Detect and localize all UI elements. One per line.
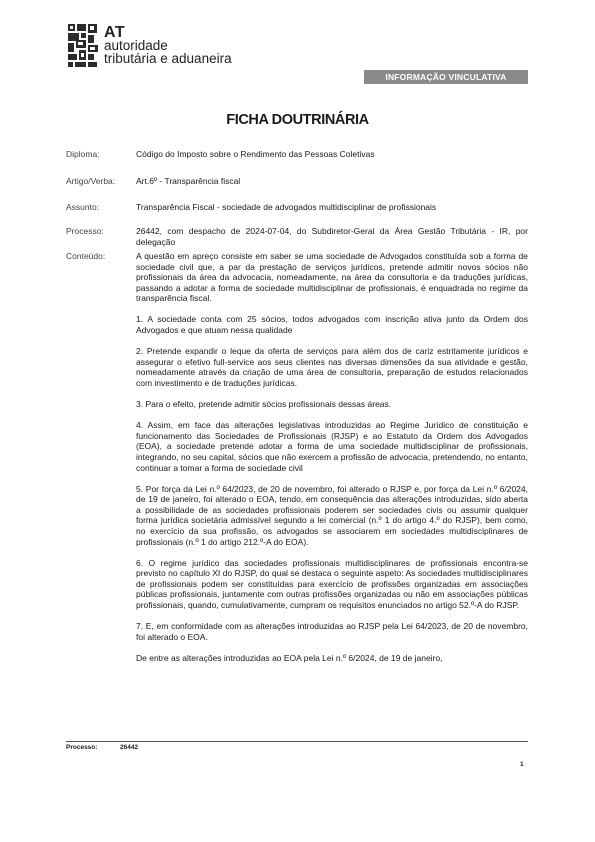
at-logo [66,22,266,72]
processo-value: 26442, com despacho de 2024-07-04, do Subdiretor-Geral da Área Gestão Tributária - IR, por delegação [136,226,528,247]
content-paragraph: 5. Por força da Lei n.º 64/2023, de 20 de novembro, foi alterado o RJSP e, por força da Lei n.º 6/2024, de 19 de janeiro, foi alterado o EOA, tendo, em consequência das alterações introduzidas, sido aberta a possibilidade de as sociedades profissionais poderem ser sociedades civis ou assumir qualquer forma jurídica societária admissível segundo a lei comercial (n.º 1 do artigo 4.º do RJSP), bem como, no exercício da sua profissão, os advogados se associarem em sociedades multidisciplinares de profissionais (n.º 1 do artigo 212.º-A do EOA). [136,483,528,547]
content-paragraph: 6. O regime jurídico das sociedades profissionais multidisciplinares de profissionais encontra-se previsto no capítulo XI do RJSP, do qual se destaca o seguinte aspeto: As sociedades multidisciplinares de profissionais podem ser constituídas para exercício de profissões organizadas em associações públicas profissionais, juntamente com outras profissões organizadas ou não em associações públicas profissionais, quando, cumulativamente, cumpram os requisitos enunciados no artigo 52.º-A do RJSP. [136,557,528,611]
content-paragraph: De entre as alterações introduzidas ao EOA pela Lei n.º 6/2024, de 19 de janeiro, [136,652,443,663]
content-paragraph: 1. A sociedade conta com 25 sócios, todos advogados com inscrição ativa junto da Ordem dos Advogados e que atuam nessa qualidade [136,314,528,336]
logo-abbrev: AT [104,24,126,41]
content-paragraph: A questão em apreço consiste em saber se uma sociedade de Advogados constituída sob a forma de sociedade civil que, a par da prestação de serviços jurídicos, pretende admitir novos sócios não profissionais da área da advocacia, nomeadamente, na área da consultoria e da traduções jurídicas, passando a adotar a forma de sociedade multidisciplinar de profissionais, é enquadrada no regime da transparência fiscal. [136,251,528,304]
content-paragraph: 3. Para o efeito, pretende admitir sócios profissionais dessas áreas. [136,399,392,410]
artigo-label: Artigo/Verba: [66,176,116,186]
artigo-value: Art.6º - Transparência fiscal [136,176,241,186]
diploma-value: Código do Imposto sobre o Rendimento das Pessoas Coletivas [136,149,375,159]
footer-processo-number: 26442 [120,744,139,751]
page-number: 1 [520,761,524,768]
page-title: FICHA DOUTRINÁRIA [226,112,369,128]
logo-line-2: tributária e aduaneira [104,50,232,66]
footer-processo-label: Processo: [66,744,98,751]
diploma-label: Diploma: [66,149,100,159]
content-paragraph: 4. Assim, em face das alterações legislativas introduzidas ao Regime Jurídico de constituição e funcionamento das Sociedades de Profissionais (RJSP) e ao Estatuto da Ordem dos Advogados (EOA), a sociedade pretende adotar a forma de uma sociedade multidisciplinar de profissionais, integrando, no seu capital, sócios que não exercem a profissão de advocacia, pretendendo, no entanto, continuar a tomar a forma de sociedade civil [136,420,528,473]
conteudo-body [136,251,528,674]
assunto-label: Assunto: [66,202,100,212]
content-paragraph: 7. E, em conformidade com as alterações introduzidas ao RJSP pela Lei 64/2023, de 20 de novembro, foi alterado o EOA. [136,621,528,642]
content-paragraph: 2. Pretende expandir o leque da oferta de serviços para além dos de cariz estritamente jurídicos e assegurar o efetivo full-service aos seus clientes nas diversas dimensões da sua atividade e gestão, nomeadamente através da criação de uma área de consultoria, preparação de estudos relacionados com investimento e de traduções jurídicas. [136,346,528,388]
assunto-value: Transparência Fiscal - sociedade de advogados multidisciplinar de profissionais [136,202,437,212]
conteudo-label: Conteúdo: [66,251,106,261]
logo-text [104,26,232,65]
at-logo-icon [66,22,100,68]
footer-divider [66,741,528,742]
logo-line-1: autoridade [104,38,168,53]
info-vinculativa-banner: INFORMAÇÃO VINCULATIVA [364,70,528,84]
processo-label: Processo: [66,226,104,236]
